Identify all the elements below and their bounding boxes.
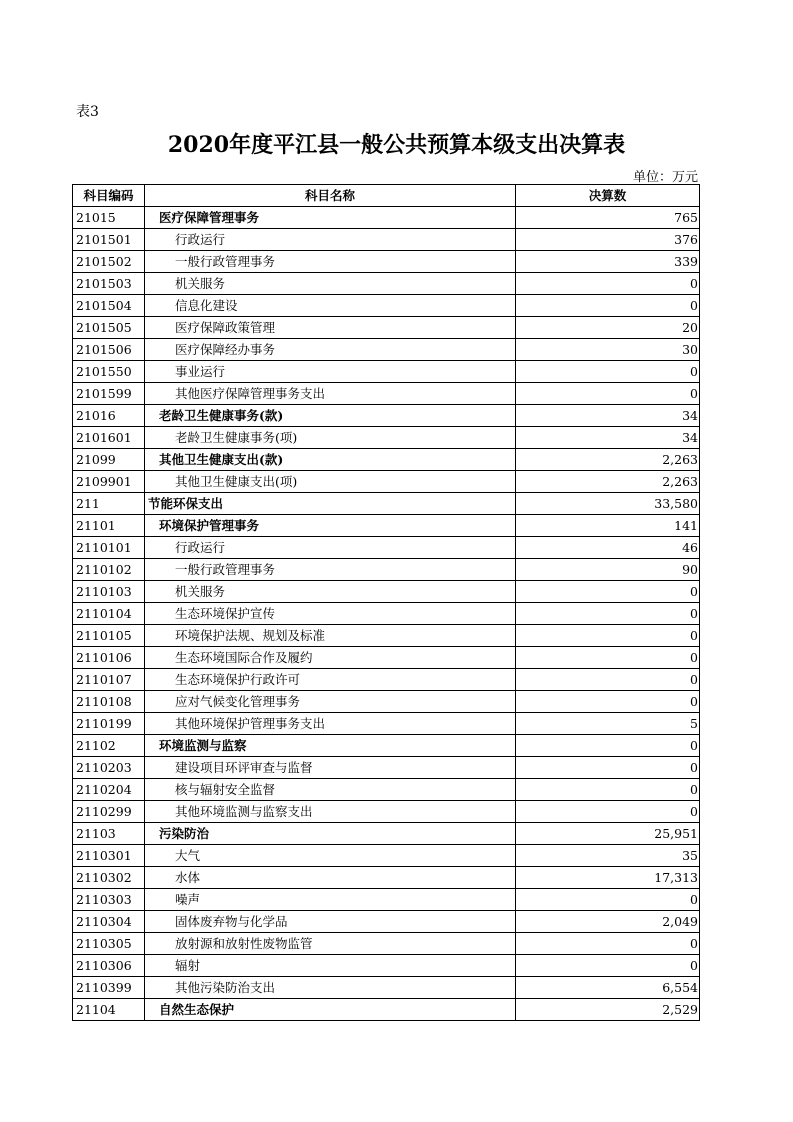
subject-name-cell: 其他环境监测与监察支出	[145, 801, 516, 823]
subject-code-cell: 2110103	[73, 581, 145, 603]
subject-code-cell: 2110108	[73, 691, 145, 713]
amount-cell: 0	[516, 955, 700, 977]
subject-code-cell: 2110399	[73, 977, 145, 999]
subject-name-cell: 行政运行	[145, 229, 516, 251]
subject-name-cell: 生态环境国际合作及履约	[145, 647, 516, 669]
table-row	[73, 999, 700, 1021]
subject-code-cell: 21103	[73, 823, 145, 845]
subject-name-cell: 信息化建设	[145, 295, 516, 317]
amount-cell: 0	[516, 581, 700, 603]
subject-name-cell: 核与辐射安全监督	[145, 779, 516, 801]
table-row	[73, 933, 700, 955]
table-row	[73, 977, 700, 999]
amount-cell: 34	[516, 405, 700, 427]
subject-code-cell: 2110107	[73, 669, 145, 691]
table-row	[73, 669, 700, 691]
subject-code-cell: 2110301	[73, 845, 145, 867]
subject-code-cell: 2101506	[73, 339, 145, 361]
subject-name-cell: 环境保护管理事务	[145, 515, 516, 537]
amount-cell: 339	[516, 251, 700, 273]
amount-cell: 25,951	[516, 823, 700, 845]
unit-label: 单位：万元	[632, 170, 698, 185]
subject-name-cell: 生态环境保护行政许可	[145, 669, 516, 691]
subject-name-cell: 其他卫生健康支出(款)	[145, 449, 516, 471]
amount-cell: 30	[516, 339, 700, 361]
amount-cell: 0	[516, 757, 700, 779]
subject-name-cell: 老龄卫生健康事务(项)	[145, 427, 516, 449]
amount-cell: 90	[516, 559, 700, 581]
page-title: 2020年度平江县一般公共预算本级支出决算表	[167, 132, 626, 158]
subject-name-cell: 机关服务	[145, 273, 516, 295]
subject-name-cell: 老龄卫生健康事务(款)	[145, 405, 516, 427]
table-row	[73, 801, 700, 823]
subject-code-cell: 2101504	[73, 295, 145, 317]
subject-name-cell: 一般行政管理事务	[145, 559, 516, 581]
subject-name-cell: 其他污染防治支出	[145, 977, 516, 999]
table-header-row	[73, 185, 700, 207]
table-row	[73, 625, 700, 647]
subject-code-cell: 2110306	[73, 955, 145, 977]
table-row	[73, 911, 700, 933]
amount-cell: 0	[516, 361, 700, 383]
amount-cell: 0	[516, 273, 700, 295]
amount-cell: 0	[516, 295, 700, 317]
amount-cell: 0	[516, 779, 700, 801]
amount-cell: 0	[516, 669, 700, 691]
subject-name-cell: 机关服务	[145, 581, 516, 603]
table-row	[73, 713, 700, 735]
table-row	[73, 383, 700, 405]
subject-code-cell: 2101505	[73, 317, 145, 339]
table-row	[73, 339, 700, 361]
subject-code-cell: 21016	[73, 405, 145, 427]
table-row	[73, 867, 700, 889]
amount-cell: 17,313	[516, 867, 700, 889]
amount-cell: 0	[516, 383, 700, 405]
subject-name-cell: 一般行政管理事务	[145, 251, 516, 273]
subject-name-cell: 应对气候变化管理事务	[145, 691, 516, 713]
subject-code-cell: 2110305	[73, 933, 145, 955]
subject-code-cell: 2110304	[73, 911, 145, 933]
subject-name-cell: 其他卫生健康支出(项)	[145, 471, 516, 493]
table-row	[73, 757, 700, 779]
subject-name-cell: 固体废弃物与化学品	[145, 911, 516, 933]
subject-code-cell: 2110302	[73, 867, 145, 889]
amount-cell: 6,554	[516, 977, 700, 999]
subject-code-cell: 2101502	[73, 251, 145, 273]
amount-cell: 376	[516, 229, 700, 251]
table-row	[73, 295, 700, 317]
subject-code-cell: 21104	[73, 999, 145, 1021]
amount-cell: 0	[516, 647, 700, 669]
subject-name-cell: 噪声	[145, 889, 516, 911]
table-row	[73, 361, 700, 383]
table-row	[73, 251, 700, 273]
amount-cell: 20	[516, 317, 700, 339]
table-row	[73, 229, 700, 251]
subject-code-cell: 211	[73, 493, 145, 515]
subject-name-cell: 放射源和放射性废物监管	[145, 933, 516, 955]
budget-table	[72, 184, 700, 1021]
subject-name-cell: 其他环境保护管理事务支出	[145, 713, 516, 735]
subject-code-cell: 2101550	[73, 361, 145, 383]
subject-name-cell: 自然生态保护	[145, 999, 516, 1021]
subject-name-cell: 节能环保支出	[145, 493, 516, 515]
amount-cell: 2,049	[516, 911, 700, 933]
amount-cell: 33,580	[516, 493, 700, 515]
amount-cell: 0	[516, 691, 700, 713]
table-row	[73, 823, 700, 845]
subject-name-cell: 污染防治	[145, 823, 516, 845]
amount-cell: 2,529	[516, 999, 700, 1021]
subject-code-cell: 2110101	[73, 537, 145, 559]
table-row	[73, 427, 700, 449]
table-row	[73, 691, 700, 713]
subject-name-cell: 医疗保障经办事务	[145, 339, 516, 361]
table-row	[73, 735, 700, 757]
amount-cell: 2,263	[516, 471, 700, 493]
subject-name-cell: 行政运行	[145, 537, 516, 559]
subject-code-cell: 2110204	[73, 779, 145, 801]
table-row	[73, 559, 700, 581]
subject-code-cell: 2101503	[73, 273, 145, 295]
amount-cell: 34	[516, 427, 700, 449]
amount-cell: 5	[516, 713, 700, 735]
table-row	[73, 515, 700, 537]
table-row	[73, 603, 700, 625]
subject-name-cell: 医疗保障政策管理	[145, 317, 516, 339]
column-header-amount: 决算数	[516, 185, 700, 207]
subject-code-cell: 21099	[73, 449, 145, 471]
table-row	[73, 493, 700, 515]
subject-name-cell: 大气	[145, 845, 516, 867]
amount-cell: 46	[516, 537, 700, 559]
amount-cell: 2,263	[516, 449, 700, 471]
column-header-name: 科目名称	[145, 185, 516, 207]
subject-code-cell: 2110299	[73, 801, 145, 823]
subject-name-cell: 水体	[145, 867, 516, 889]
subject-code-cell: 2110106	[73, 647, 145, 669]
subject-name-cell: 环境保护法规、规划及标准	[145, 625, 516, 647]
amount-cell: 141	[516, 515, 700, 537]
column-header-code: 科目编码	[73, 185, 145, 207]
subject-name-cell: 辐射	[145, 955, 516, 977]
table-row	[73, 471, 700, 493]
subject-code-cell: 2110303	[73, 889, 145, 911]
table-row	[73, 317, 700, 339]
subject-name-cell: 其他医疗保障管理事务支出	[145, 383, 516, 405]
subject-code-cell: 21102	[73, 735, 145, 757]
subject-code-cell: 2110104	[73, 603, 145, 625]
amount-cell: 0	[516, 889, 700, 911]
subject-code-cell: 21015	[73, 207, 145, 229]
subject-name-cell: 环境监测与监察	[145, 735, 516, 757]
amount-cell: 0	[516, 801, 700, 823]
subject-code-cell: 2101601	[73, 427, 145, 449]
amount-cell: 765	[516, 207, 700, 229]
table-number-label: 表3	[76, 104, 99, 120]
subject-code-cell: 2101501	[73, 229, 145, 251]
table-row	[73, 405, 700, 427]
subject-code-cell: 2110203	[73, 757, 145, 779]
subject-code-cell: 2101599	[73, 383, 145, 405]
subject-name-cell: 事业运行	[145, 361, 516, 383]
amount-cell: 0	[516, 933, 700, 955]
table-row	[73, 889, 700, 911]
amount-cell: 0	[516, 625, 700, 647]
table-row	[73, 955, 700, 977]
subject-code-cell: 2109901	[73, 471, 145, 493]
subject-code-cell: 21101	[73, 515, 145, 537]
subject-name-cell: 医疗保障管理事务	[145, 207, 516, 229]
table-row	[73, 581, 700, 603]
subject-name-cell: 建设项目环评审查与监督	[145, 757, 516, 779]
subject-code-cell: 2110199	[73, 713, 145, 735]
table-row	[73, 273, 700, 295]
table-row	[73, 845, 700, 867]
subject-code-cell: 2110105	[73, 625, 145, 647]
amount-cell: 0	[516, 603, 700, 625]
table-body	[73, 207, 700, 1021]
table-row	[73, 537, 700, 559]
subject-name-cell: 生态环境保护宣传	[145, 603, 516, 625]
amount-cell: 35	[516, 845, 700, 867]
table-row	[73, 449, 700, 471]
amount-cell: 0	[516, 735, 700, 757]
table-row	[73, 779, 700, 801]
subject-code-cell: 2110102	[73, 559, 145, 581]
table-row	[73, 647, 700, 669]
table-row	[73, 207, 700, 229]
